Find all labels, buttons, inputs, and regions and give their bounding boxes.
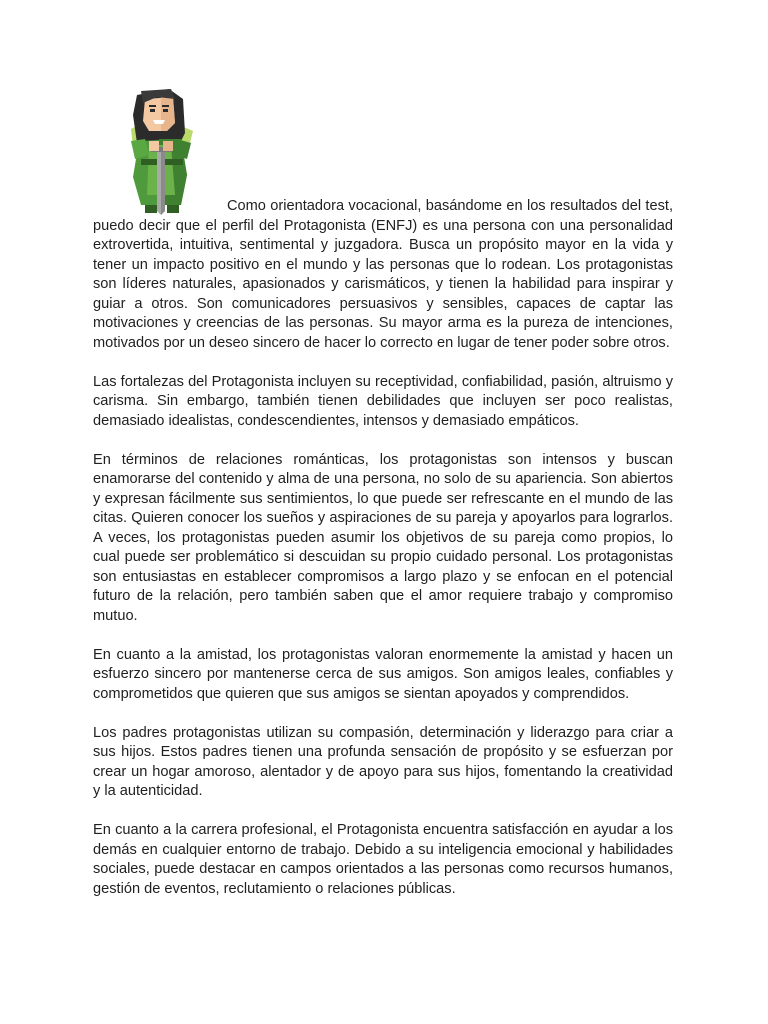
paragraph-parenting: Los padres protagonistas utilizan su compasión, determinación y liderazgo para criar a sus hijos. Estos padres tienen una profunda sensación de propósito y se esfuerzan por crear un hogar amoroso, alentador y de apoyo para sus hijos, fomentando la creatividad y la autenticidad.: [93, 724, 673, 799]
document-page: [93, 85, 673, 919]
paragraph-career: En cuanto a la carrera profesional, el Protagonista encuentra satisfacción en ayudar a los demás en cualquier entorno de trabajo. Debido a su inteligencia emocional y habilidades sociales, puede destacar en campos orientados a las personas como recursos humanos, gestión de eventos, reclutamiento o relaciones públicas.: [93, 822, 673, 897]
paragraph-romance: En términos de relaciones románticas, los protagonistas son intensos y buscan enamorarse del contenido y alma de una persona, no solo de su apariencia. Son abiertos y expresan fácilmente sus sentimientos, lo que puede ser refrescante en el mundo de las citas. Quieren conocer los sueños y aspiraciones de su pareja y apoyarlos para lograrlos. A veces, los protagonistas pueden asumir los objetivos de su pareja como propios, lo cual puede ser problemático si descuidan su propio cuidado personal. Los protagonistas son entusiastas en establecer compromisos a largo plazo y se enfocan en el potencial futuro de la relación, pero también saben que el amor requiere trabajo y compromiso mutuo.: [93, 451, 673, 624]
paragraph-friendship: En cuanto a la amistad, los protagonistas valoran enormemente la amistad y hacen un esfuerzo sincero por mantenerse cerca de sus amigos. Son amigos leales, confiables y comprometidos que quieren que sus amigos se sientan apoyados y comprendidos.: [93, 646, 673, 702]
paragraph-intro: Como orientadora vocacional, basándome en los resultados del test, puedo decir que el perfil del Protagonista (ENFJ) es una persona con una personalidad extrovertida, intuitiva, sentimental y juzgadora. Busca un propósito mayor en la vida y tener un impacto positivo en el mundo y las personas que lo rodean. Los protagonistas son líderes naturales, apasionados y carismáticos, y tienen la habilidad para inspirar y guiar a otros. Son comunicadores persuasivos y sensibles, capaces de captar las motivaciones y creencias de las personas. Su mayor arma es la pureza de intenciones, motivados por un deseo sincero de hacer lo correcto en lugar de tener poder sobre otros.: [93, 198, 673, 351]
protagonist-character-icon: [93, 85, 227, 216]
paragraph-strengths: Las fortalezas del Protagonista incluyen su receptividad, confiabilidad, pasión, altruismo y carisma. Sin embargo, también tienen debilidades que incluyen ser poco realistas, demasiado idealistas, condescendientes, intensos y demasiado empáticos.: [93, 373, 673, 429]
